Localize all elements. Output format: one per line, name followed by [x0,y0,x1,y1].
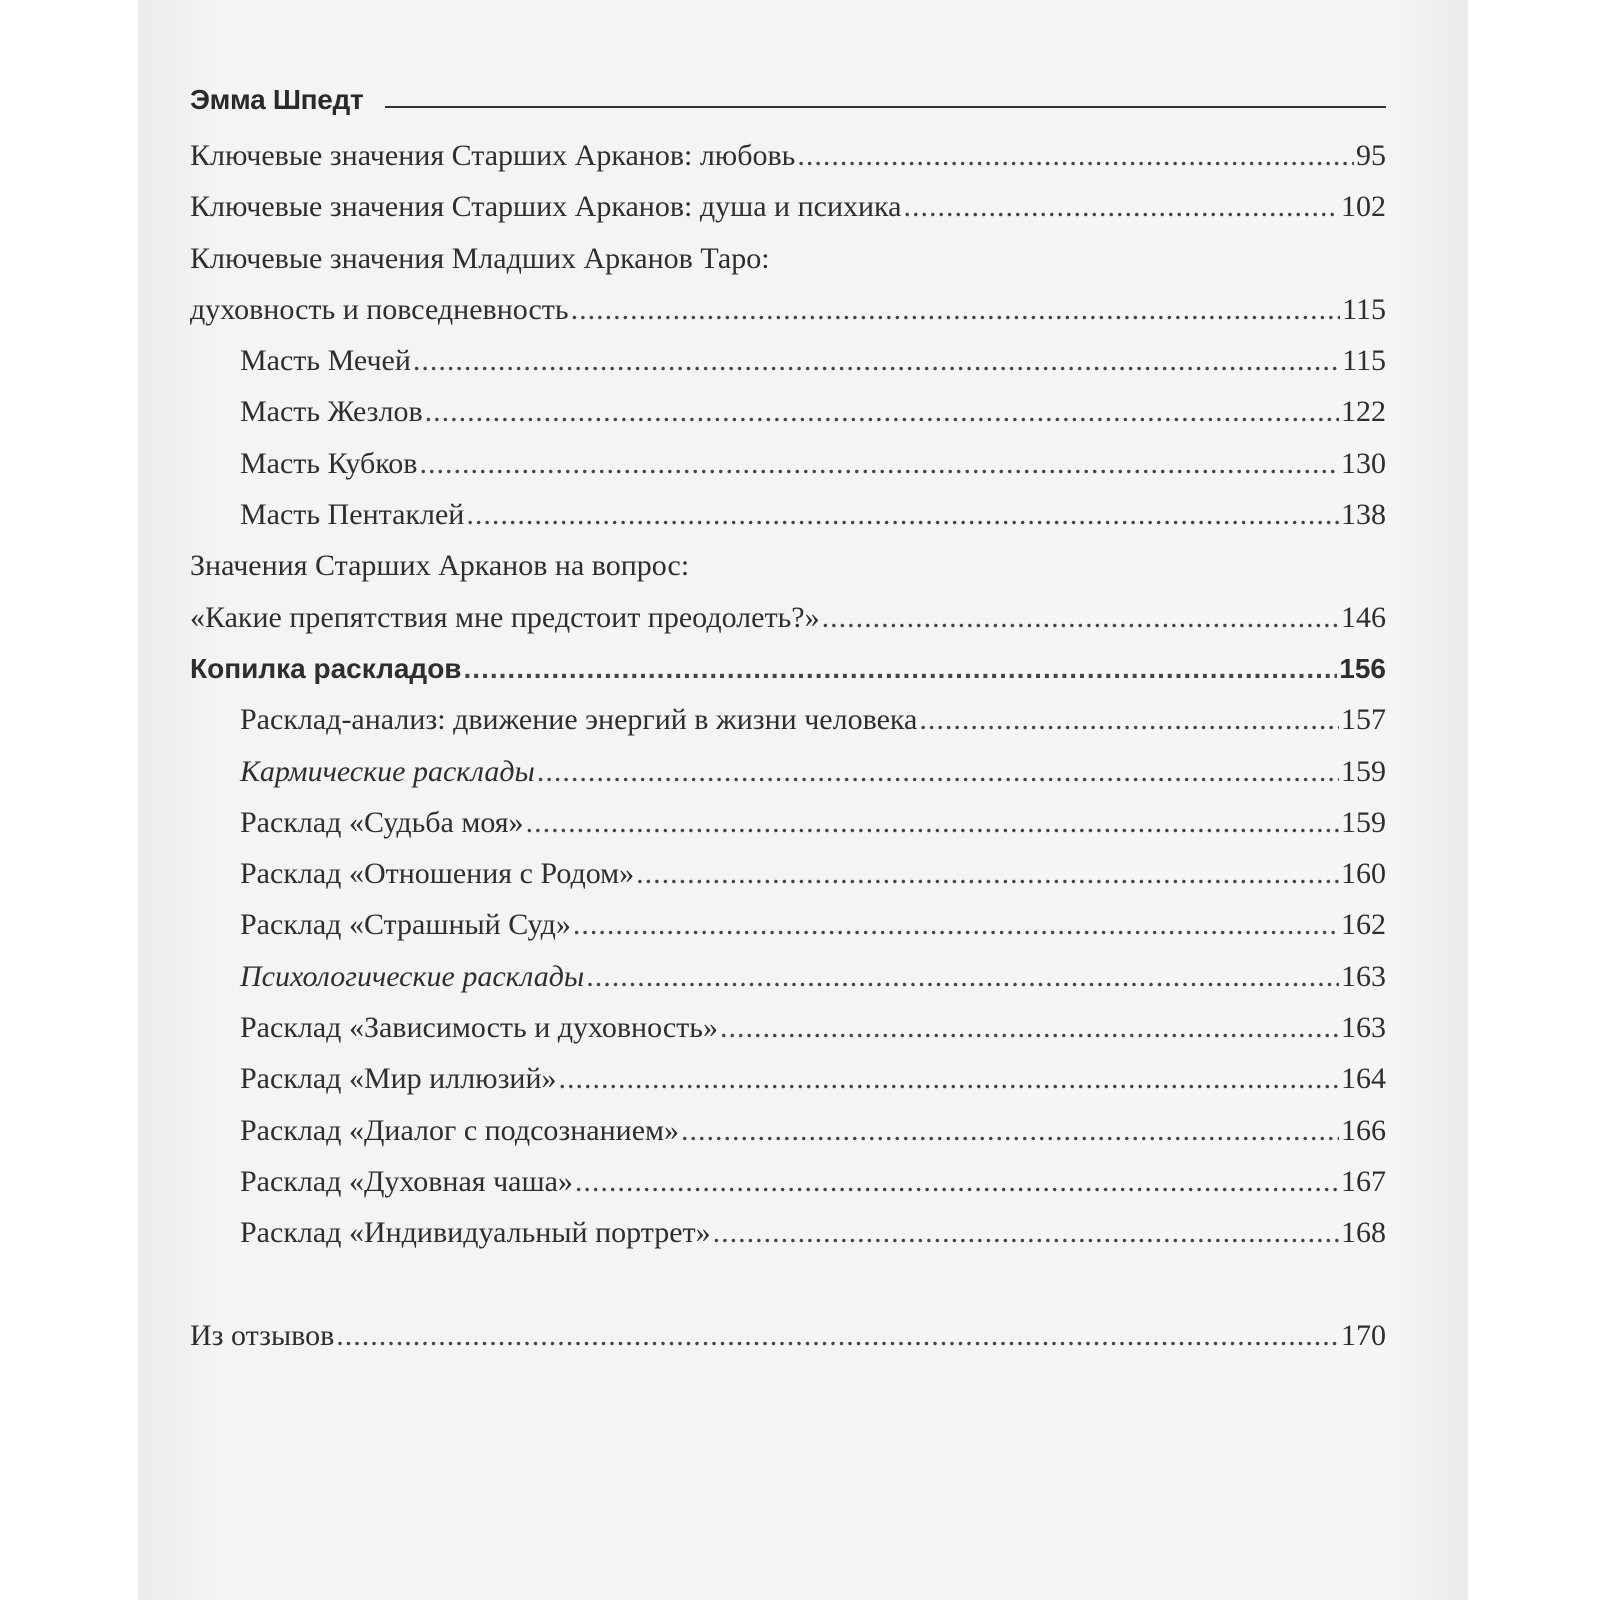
toc-entry-page: 156 [1339,652,1386,684]
toc-entry-page: 159 [1341,754,1386,788]
toc-leader-dots [681,1105,1339,1156]
toc-entry-title: Масть Кубков [240,446,418,480]
toc-entry [190,848,1386,899]
toc-entry [190,1207,1386,1258]
toc-entry-title: Расклад-анализ: движение энергий в жизни человека [240,703,918,737]
toc-leader-dots [919,694,1339,745]
toc-entry [190,1053,1386,1104]
toc-entry-title: Расклад «Судьба моя» [240,805,524,839]
toc-entry-page: 162 [1341,908,1386,942]
toc-entry-title: Расклад «Духовная чаша» [240,1164,573,1198]
toc-entry-page: 164 [1341,1062,1386,1096]
toc-entry [190,438,1386,489]
toc-leader-dots [571,284,1341,335]
toc-leader-dots [464,643,1338,694]
toc-entry-page: 168 [1341,1216,1386,1250]
toc-entry [190,899,1386,950]
toc-leader-dots [636,848,1339,899]
toc-leader-dots [466,489,1339,540]
toc-leader-dots [720,1002,1339,1053]
toc-entry-page: 122 [1341,395,1386,429]
toc-entry-page: 163 [1341,959,1386,993]
toc-entry-title: Расклад «Зависимость и духовность» [240,1011,718,1045]
toc-entry-title: Копилка раскладов [190,652,462,684]
toc-leader-dots [573,899,1339,950]
toc-entry-page: 146 [1341,600,1386,634]
toc-entry [190,181,1386,232]
toc-entry [190,694,1386,745]
toc-entry-title: Ключевые значения Младших Арканов Таро: [190,241,770,275]
toc-entry [190,335,1386,386]
toc-leader-dots [526,797,1339,848]
toc-entry-title: Масть Жезлов [240,395,423,429]
toc-entry-title: Ключевые значения Старших Арканов: любовь [190,139,796,172]
toc-entry-page: 130 [1341,446,1386,480]
toc-entry [190,540,1386,591]
toc-entry [190,130,1386,181]
toc-entry-title: «Какие препятствия мне предстоит преодолеть?» [190,600,820,634]
toc-entry-page: 170 [1341,1318,1386,1352]
toc-entry-page: 115 [1342,344,1386,378]
author-name: Эмма Шпедт [190,84,364,115]
toc-entry [190,592,1386,643]
toc-leader-dots [413,335,1340,386]
toc-leader-dots [586,951,1339,1002]
toc-leader-dots [575,1156,1339,1207]
header-rule [385,106,1386,108]
toc-entry-title: Кармические расклады [240,754,535,788]
toc-leader-dots [713,1207,1339,1258]
toc-leader-dots [425,386,1339,437]
toc-entry [190,233,1386,284]
toc-leader-dots [822,592,1339,643]
toc-entry-title: Ключевые значения Старших Арканов: душа и психика [190,190,902,224]
toc-entry-title: Психологические расклады [240,959,585,993]
table-of-contents [190,130,1386,1361]
toc-entry-page: 159 [1341,805,1386,839]
toc-entry-title: духовность и повседневность [190,292,569,326]
toc-entry-title: Расклад «Страшный Суд» [240,908,571,942]
toc-entry [190,1156,1386,1207]
toc-entry-page: 167 [1341,1164,1386,1198]
toc-entry [190,1259,1386,1310]
toc-entry-page: 166 [1341,1113,1386,1147]
toc-entry-page: 102 [1341,190,1386,224]
toc-entry-title: Расклад «Отношения с Родом» [240,857,635,891]
running-header [190,78,1386,118]
toc-entry [190,951,1386,1002]
toc-entry-page: 95 [1356,139,1386,172]
toc-leader-dots [419,438,1339,489]
toc-entry-title: Масть Мечей [240,344,411,378]
toc-entry-title: Расклад «Индивидуальный портрет» [240,1216,711,1250]
toc-entry-title: Масть Пентаклей [240,498,465,532]
toc-entry-page: 115 [1342,292,1386,326]
toc-leader-dots [559,1053,1339,1104]
toc-entry [190,746,1386,797]
toc-entry [190,1105,1386,1156]
toc-entry-page: 138 [1341,498,1386,532]
toc-entry [190,284,1386,335]
toc-entry [190,797,1386,848]
toc-entry-page: 163 [1341,1011,1386,1045]
toc-entry [190,489,1386,540]
toc-entry-page: 160 [1341,857,1386,891]
toc-leader-dots [537,746,1339,797]
toc-entry-page: 157 [1341,703,1386,737]
toc-leader-dots [336,1310,1339,1361]
toc-entry-title: Значения Старших Арканов на вопрос: [190,549,690,583]
toc-entry-title: Расклад «Диалог с подсознанием» [240,1113,680,1147]
toc-entry-title: Из отзывов [190,1318,335,1352]
toc-entry [190,1002,1386,1053]
toc-entry [190,386,1386,437]
toc-entry [190,643,1386,694]
toc-leader-dots [797,130,1354,181]
toc-leader-dots [904,181,1340,232]
toc-entry [190,1310,1386,1361]
toc-entry-title: Расклад «Мир иллюзий» [240,1062,557,1096]
